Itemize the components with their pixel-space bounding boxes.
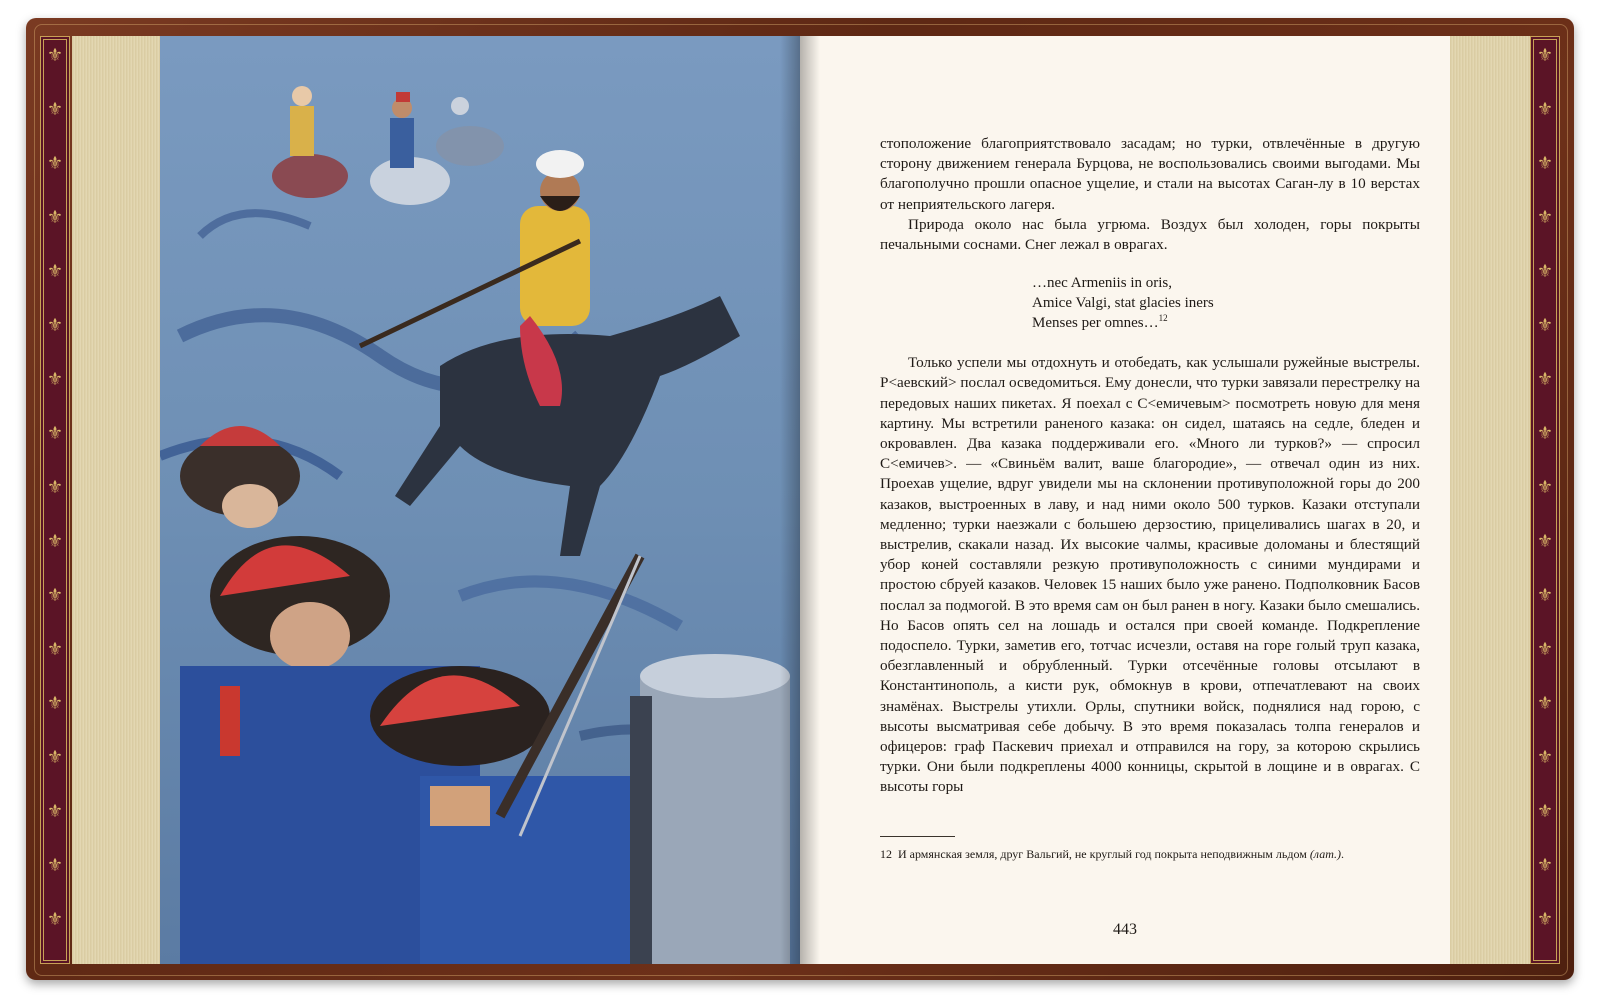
fleur-de-lis-icon: ⚜ xyxy=(1536,99,1554,120)
left-ornament-band xyxy=(40,36,70,964)
footnote xyxy=(880,846,1420,863)
paragraph: Только успели мы отдохнуть и отобедать, как услышали ружейные выстрелы. Р<аевский> послал осведомиться. Ему донесли, что турки завязали перестрелку на передовых наших пикетах. Я поехал с С<емичевым> посмотреть новую для меня картину. Мы встретили раненого казака: он сидел, шатаясь на седле, бледен и окровавлен. Два казака поддерживали его. «Много ли турков?» — спросил С<емичев>. — «Свиньём валит, ваше благородие», — отвечал один из них. Проехав ущелие, вдруг увидели мы на склонении противуположной горы до 200 казаков, выстроенных в лаву, и над ними около 500 турков. Казаки отступали медленно; турки наезжали с большею дерзостию, прицеливались шагах в 20, и выстрелив, скакали назад. Их высокие чалмы, красивые доломаны и блестящий убор коней составляли резкую противуположность с синими мундирами и простою сбруей казаков. Человек 15 наших было уже ранено. Подполковник Басов послал за подмогой. В это время сам он был ранен в ногу. Казаки было смешались. Но Басов опять сел на лошадь и остался при своей команде. Подкрепление подоспело. Турки, заметив его, тотчас исчезли, оставя на горе голый труп казака, обезглавленный и обрубленный. Турки отсечённые головы отсылают в Константинополь, а кисти рук, обмокнув в крови, отпечатлевают на своих знамёнах. Выстрелы утихли. Орлы, спутники войск, поднялися над горою, с высоты высматривая себе добычу. В это время показалась толпа генералов и офицеров: граф Паскевич приехал и отправился на гору, за которою скрылись турки. Они были подкреплены 4000 конницы, скрытой в лощине и в оврагах. С высоты горы xyxy=(880,354,1420,796)
verse-line: …nec Armeniis in oris, xyxy=(1032,275,1172,292)
fleur-de-lis-icon: ⚜ xyxy=(1536,855,1554,876)
page-number: 443 xyxy=(1113,921,1137,938)
illustration-page xyxy=(160,36,800,964)
paragraph: стоположение благоприятствовало засадам; но турки, отвлечённые в другую сторону движением генерала Бурцова, не воспользовались своими выгодами. Мы благополучно прошли опасное ущелие, и стали на высотах Саган-лу в 10 верстах от неприятельского лагеря. xyxy=(880,135,1420,213)
fleur-de-lis-icon: ⚜ xyxy=(46,747,64,768)
latin-verse xyxy=(1032,273,1420,333)
cavalry-painting xyxy=(160,36,800,964)
fleur-de-lis-icon: ⚜ xyxy=(1536,801,1554,822)
fleur-de-lis-icon: ⚜ xyxy=(46,639,64,660)
right-page-edges xyxy=(1450,36,1530,964)
fleur-de-lis-icon: ⚜ xyxy=(46,315,64,336)
fleur-de-lis-icon: ⚜ xyxy=(1536,531,1554,552)
fleur-de-lis-icon: ⚜ xyxy=(1536,693,1554,714)
fleur-de-lis-icon: ⚜ xyxy=(46,423,64,444)
fleur-de-lis-icon: ⚜ xyxy=(1536,585,1554,606)
fleur-de-lis-icon: ⚜ xyxy=(46,477,64,498)
fleur-de-lis-icon: ⚜ xyxy=(46,207,64,228)
verse-line: Amice Valgi, stat glacies iners xyxy=(1032,295,1214,312)
fleur-de-lis-icon: ⚜ xyxy=(46,801,64,822)
verse-line-text: Menses per omnes… xyxy=(1032,315,1159,332)
left-page-edges xyxy=(72,36,160,964)
fleur-de-lis-icon: ⚜ xyxy=(1536,639,1554,660)
fleur-de-lis-icon: ⚜ xyxy=(1536,477,1554,498)
fleur-de-lis-icon: ⚜ xyxy=(46,153,64,174)
right-ornament-band xyxy=(1530,36,1560,964)
fleur-de-lis-icon: ⚜ xyxy=(1536,369,1554,390)
fleur-de-lis-icon: ⚜ xyxy=(1536,423,1554,444)
body-text xyxy=(880,134,1420,798)
footnote-reference[interactable]: 12 xyxy=(1158,313,1168,324)
footnote-abbr: (лат.) xyxy=(1309,847,1341,861)
fleur-de-lis-icon: ⚜ xyxy=(46,585,64,606)
fleur-de-lis-icon: ⚜ xyxy=(1536,153,1554,174)
fleur-de-lis-icon: ⚜ xyxy=(1536,261,1554,282)
fleur-de-lis-icon: ⚜ xyxy=(1536,909,1554,930)
fleur-de-lis-icon: ⚜ xyxy=(1536,747,1554,768)
footnote-marker: 12 xyxy=(880,847,892,861)
fleur-de-lis-icon: ⚜ xyxy=(46,261,64,282)
fleur-de-lis-icon: ⚜ xyxy=(46,855,64,876)
fleur-de-lis-icon: ⚜ xyxy=(46,531,64,552)
paragraph: Природа около нас была угрюма. Воздух был холоден, горы покрыты печальными соснами. Снег лежал в оврагах. xyxy=(880,215,1420,254)
fleur-de-lis-icon: ⚜ xyxy=(46,909,64,930)
fleur-de-lis-icon: ⚜ xyxy=(46,693,64,714)
footnote-text: И армянская земля, друг Вальгий, не круглый год покрыта неподвижным льдом xyxy=(898,847,1307,861)
fleur-de-lis-icon: ⚜ xyxy=(46,45,64,66)
fleur-de-lis-icon: ⚜ xyxy=(1536,45,1554,66)
fleur-de-lis-icon: ⚜ xyxy=(1536,207,1554,228)
fleur-de-lis-icon: ⚜ xyxy=(46,369,64,390)
verse-line xyxy=(1032,313,1420,333)
footnote-divider xyxy=(880,836,955,837)
text-page xyxy=(800,36,1450,964)
fleur-de-lis-icon: ⚜ xyxy=(46,99,64,120)
footnote-end: . xyxy=(1341,847,1344,861)
stone-column xyxy=(630,654,790,964)
fleur-de-lis-icon: ⚜ xyxy=(1536,315,1554,336)
